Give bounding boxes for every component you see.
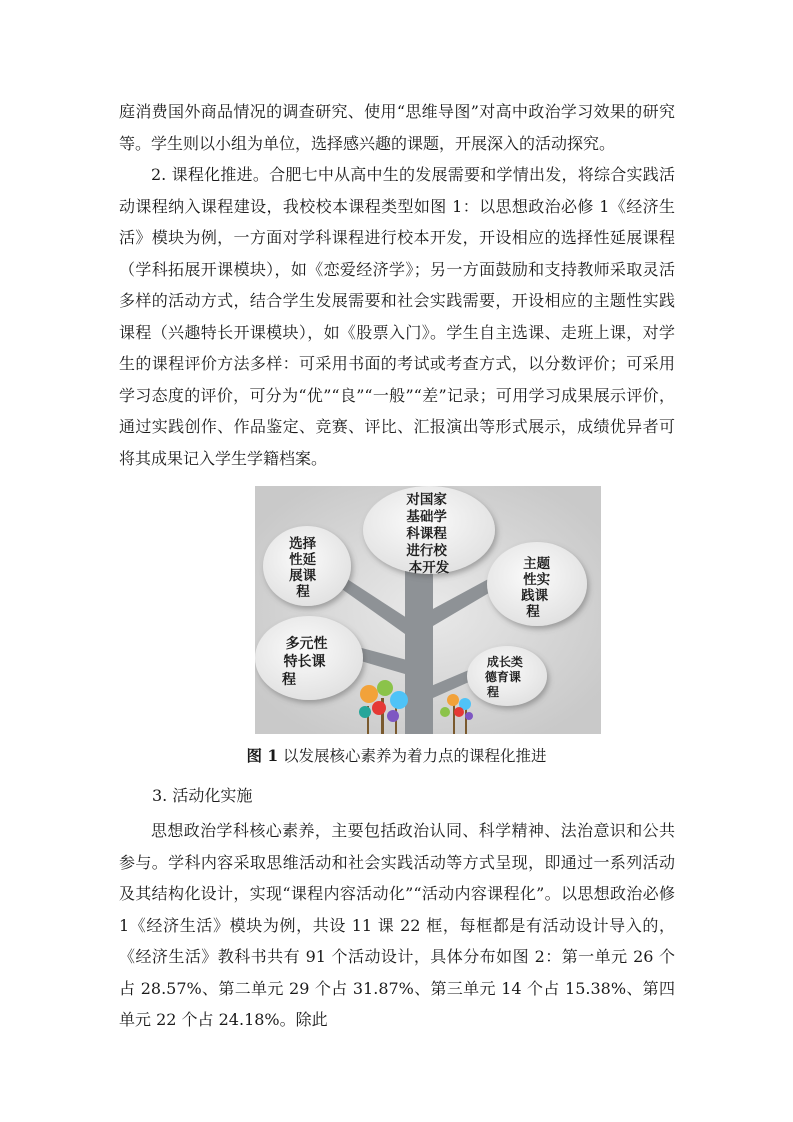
bubble-left-top-label: 选择 性延 展课 程 <box>289 536 317 600</box>
section-heading: 3. 活动化实施 <box>152 786 253 805</box>
bubble-left-bottom-label: 多元性 特长课 程 <box>282 636 328 688</box>
paragraph-3: 思想政治学科核心素养，主要包括政治认同、科学精神、法治意识和公共参与。学科内容采取思维活动和社会实践活动等方式呈现，即通过一系列活动及其结构化设计，实现“课程内容活动化”“活动内容课程化”。以思想政治必修 1《经济生活》模块为例，共设 11 课 22 框，每框都是有活动设计导入的，《经济生活》教科书共有 91 个活动设计，具体分布如图 2：第一单元 26 个占 28.57%、第二单元 29 个占 31.87%、第三单元 14 个占 15.38%、第四单元 22 个占 24.18%。除此 <box>119 821 675 1029</box>
figure-caption <box>0 744 793 768</box>
figure-caption-text: 以发展核心素养为着力点的课程化推进 <box>278 747 547 765</box>
bubble-right-top-label: 主题 性实 践课 程 <box>521 556 551 620</box>
paragraph-2: 2. 课程化推进。合肥七中从高中生的发展需要和学情出发，将综合实践活动课程纳入课程建设，我校校本课程类型如图 1：以思想政治必修 1《经济生活》模块为例，一方面对学科课程进行校本开发，开设相应的选择性延展课程（学科拓展开课模块），如《恋爱经济学》；另一方面鼓励和支持教师采取灵活多样的活动方式，结合学生发展需要和社会实践需要，开设相应的主题性实践课程（兴趣特长开课模块），如《股票入门》。学生自主选课、走班上课，对学生的课程评价方法多样：可采用书面的考试或考查方式，以分数评价；可采用学习态度的评价，可分为“优”“良”“一般”“差”记录；可用学习成果展示评价，通过实践创作、作品鉴定、竞赛、评比、汇报演出等形式展示，成绩优异者可将其成果记入学生学籍档案。 <box>119 165 675 468</box>
paragraph-1: 庭消费国外商品情况的调查研究、使用“思维导图”对高中政治学习效果的研究等。学生则以小组为单位，选择感兴趣的课题，开展深入的活动探究。 <box>119 102 675 153</box>
figure-number: 图 1 <box>246 746 279 765</box>
bubble-top-label: 对国家 基础学 科课程 进行校 本开发 <box>406 492 450 576</box>
course-tree-figure <box>255 486 601 734</box>
bubble-right-bottom-label: 成长类 德育课 程 <box>484 655 523 699</box>
